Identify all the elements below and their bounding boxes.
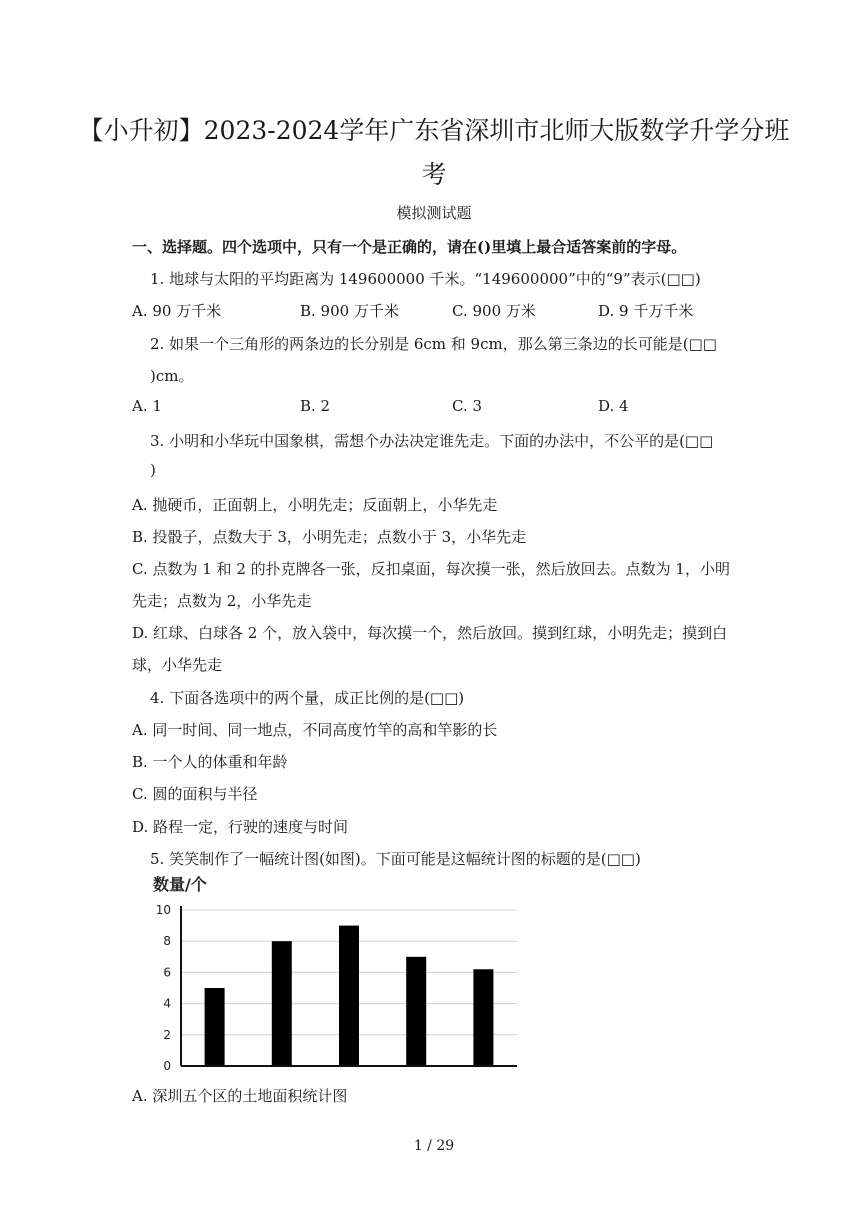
chart-bar	[339, 926, 359, 1066]
q3-option-d-line2: 球，小华先走	[132, 656, 223, 674]
q2-option-c: C. 3	[452, 397, 483, 415]
q3-option-d-line1: D. 红球、白球各 2 个，放入袋中，每次摸一个，然后放回。摸到红球，小明先走；摸到白	[132, 624, 728, 642]
chart-y-tick-label: 2	[163, 1027, 171, 1042]
chart-bar	[473, 969, 493, 1066]
chart-bar	[272, 941, 292, 1066]
chart-y-tick-label: 4	[163, 996, 171, 1011]
q3-option-a: A. 抛硬币，正面朝上，小明先走；反面朝上，小华先走	[132, 496, 498, 514]
q5-option-a: A. 深圳五个区的土地面积统计图	[132, 1087, 348, 1105]
q3-option-b: B. 投骰子，点数大于 3，小明先走；点数小于 3，小华先走	[132, 528, 527, 546]
q4-option-c: C. 圆的面积与半径	[132, 785, 258, 803]
page-number: 1 / 29	[413, 1138, 455, 1154]
q4-option-d: D. 路程一定，行驶的速度与时间	[132, 818, 349, 836]
chart-y-tick-label: 8	[163, 934, 171, 949]
q5-stem: 5. 笑笑制作了一幅统计图(如图)。下面可能是这幅统计图的标题的是(□□)	[150, 850, 641, 868]
q4-option-a: A. 同一时间、同一地点，不同高度竹竿的高和竿影的长	[132, 721, 498, 739]
q3-option-c-line1: C. 点数为 1 和 2 的扑克牌各一张，反扣桌面，每次摸一张，然后放回去。点数为 1，小明	[132, 560, 730, 578]
q2-option-d: D. 4	[598, 397, 629, 415]
q1-option-a: A. 90 万千米	[132, 302, 222, 320]
q4-option-b: B. 一个人的体重和年龄	[132, 753, 288, 771]
q1-option-b: B. 900 万千米	[300, 302, 399, 320]
chart-y-tick-label: 0	[163, 1059, 171, 1073]
bar-chart	[145, 870, 525, 1080]
chart-y-axis-label: 数量/个	[153, 875, 207, 894]
chart-y-ticks	[156, 903, 171, 1073]
q3-stem-line1: 3. 小明和小华玩中国象棋，需想个办法决定谁先走。下面的办法中，不公平的是(□□	[150, 432, 714, 450]
chart-y-tick-label: 10	[155, 903, 171, 917]
doc-title-line1: 【小升初】2023-2024学年广东省深圳市北师大版数学升学分班	[78, 116, 790, 145]
q2-option-b: B. 2	[300, 397, 331, 415]
chart-bar	[406, 957, 426, 1066]
q3-option-c-line2: 先走；点数为 2，小华先走	[132, 592, 312, 610]
q2-option-a: A. 1	[132, 397, 162, 415]
q2-stem-line1: 2. 如果一个三角形的两条边的长分别是 6cm 和 9cm，那么第三条边的长可能是(□□	[150, 335, 717, 353]
doc-title-line2: 考	[421, 160, 447, 189]
q4-stem: 4. 下面各选项中的两个量，成正比例的是(□□)	[150, 689, 465, 707]
q2-stem-line2: )cm。	[150, 367, 194, 385]
chart-bars	[205, 926, 494, 1066]
chart-bar	[205, 988, 225, 1066]
chart-y-tick-label: 6	[163, 965, 171, 980]
q1-option-c: C. 900 万米	[452, 302, 536, 320]
q3-stem-line2: )	[150, 461, 156, 479]
q1-stem: 1. 地球与太阳的平均距离为 149600000 千米。“149600000”中的“9”表示(□□)	[150, 270, 701, 288]
q1-option-d: D. 9 千万千米	[598, 302, 694, 320]
doc-subtitle: 模拟测试题	[396, 204, 472, 222]
section-heading: 一、选择题。四个选项中，只有一个是正确的，请在()里填上最合适答案前的字母。	[132, 238, 687, 256]
